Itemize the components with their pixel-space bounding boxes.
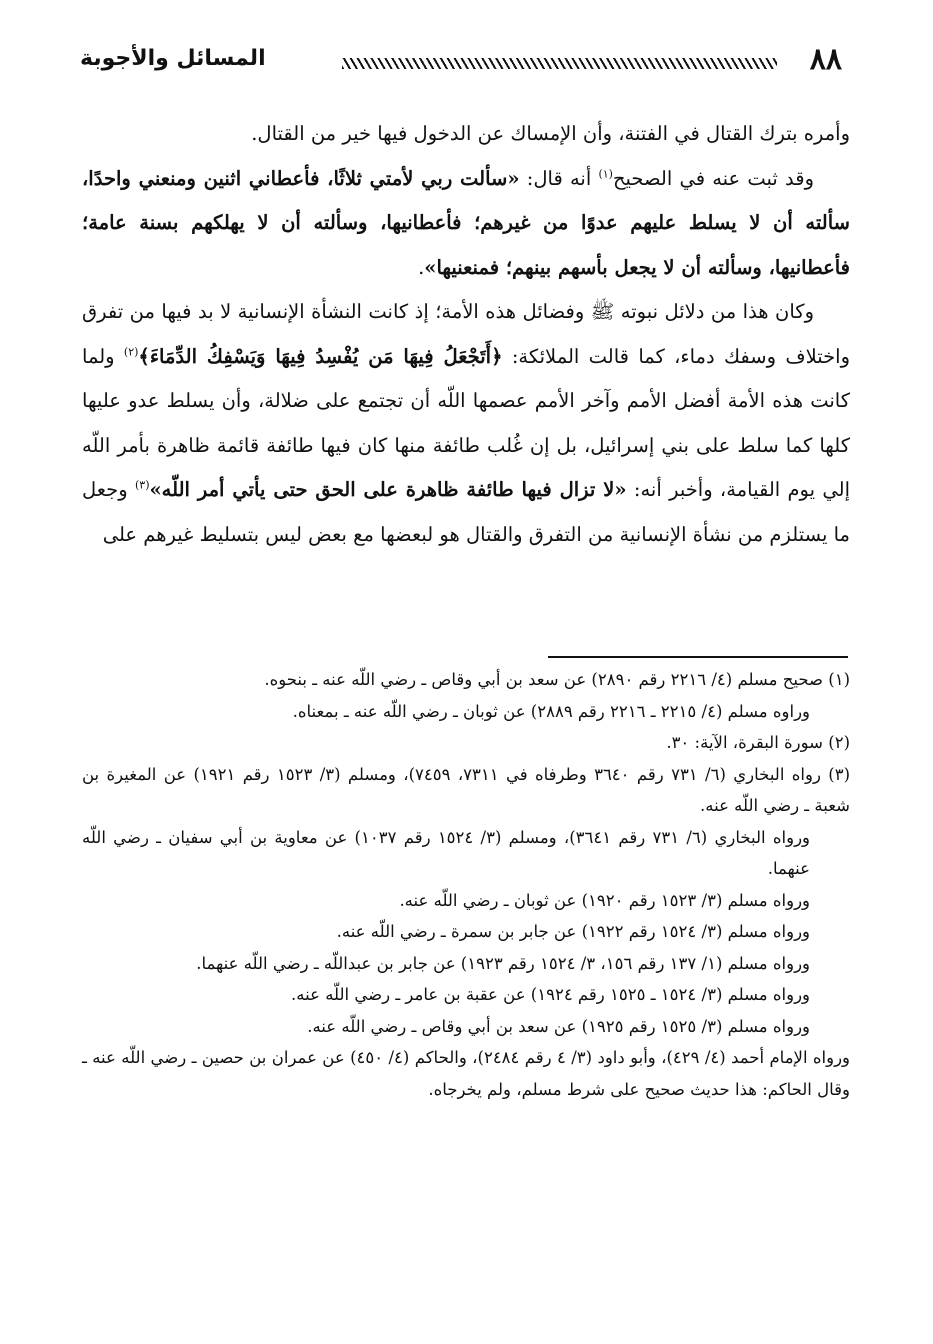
footnote-1: (١) صحيح مسلم (٤/ ٢٢١٦ رقم ٢٨٩٠) عن سعد بن أبي وقاص ـ رضي اللّه عنه ـ بنحوه. [264, 670, 850, 689]
paragraph-1: وأمره بترك القتال في الفتنة، وأن الإمساك عن الدخول فيها خير من القتال. [251, 122, 850, 145]
text-run: أنه قال: [519, 166, 599, 190]
footnote-3: (٣) رواه البخاري (٦/ ٧٣١ رقم ٣٦٤٠ وطرفاه في ٧٣١١، ٧٤٥٩)، ومسلم (٣/ ١٥٢٣ رقم ١٩٢١) عن المغيرة بن شعبة ـ رضي اللّه عنه. [82, 764, 851, 815]
footnote-line: ورواه مسلم (٣/ ١٥٢٤ ـ ١٥٢٥ رقم ١٩٢٤) عن عقبة بن عامر ـ رضي اللّه عنه. [291, 985, 810, 1004]
text-run: ولما كانت هذه الأمة أفضل الأمم وآخر الأمم عصمها اللّه أن تجتمع على ضلالة، وأن يسلط عدو عليها كلها كما سلط على بني إسرائيل، بل إن غُلب طائفة منها كان فيها طائفة قائمة ظاهرة بأمر اللّه إلي يوم القيامة، وأخبر أنه: [82, 344, 850, 501]
quran-quote: ﴿أَتَجْعَلُ فِيهَا مَن يُفْسِدُ فِيهَا وَيَسْفِكُ الدِّمَاءَ﴾ [138, 344, 503, 368]
page-header [80, 42, 850, 82]
paragraph-2 [82, 157, 850, 291]
footnote-2: (٢) سورة البقرة، الآية: ٣٠. [666, 733, 850, 752]
footnote-line: ورواه الإمام أحمد (٤/ ٤٢٩)، وأبو داود (٣/ ٤ رقم ٢٤٨٤)، والحاكم (٤/ ٤٥٠) عن عمران بن حصين ـ رضي اللّه عنه ـ وقال الحاكم: هذا حديث صحيح على شرط مسلم، ولم يخرجاه. [82, 1048, 851, 1099]
text-run: . [418, 255, 425, 279]
footnote-line: وراوه مسلم (٤/ ٢٢١٥ ـ ٢٢١٦ رقم ٢٨٨٩) عن ثوبان ـ رضي اللّه عنه ـ بمعناه. [292, 701, 810, 721]
footnote-ref-3: (٣) [134, 478, 150, 492]
hadith-quote: «لا تزال فيها طائفة ظاهرة على الحق حتى يأتي أمر اللّه» [149, 478, 627, 501]
footnote-line: ورواه مسلم (٣/ ١٥٢٣ رقم ١٩٢٠) عن ثوبان ـ رضي اللّه عنه. [399, 890, 810, 910]
footnote-line: ورواه مسلم (٣/ ١٥٢٤ رقم ١٩٢٢) عن جابر بن سمرة ـ رضي اللّه عنه. [336, 922, 810, 941]
footnotes [82, 664, 850, 1105]
footnote-line: ورواه مسلم (٣/ ١٥٢٥ رقم ١٩٢٥) عن سعد بن أبي وقاص ـ رضي اللّه عنه. [307, 1016, 810, 1036]
footnote-line: ورواه مسلم (١/ ١٣٧ رقم ١٥٦، ٣/ ١٥٢٤ رقم ١٩٢٣) عن جابر بن عبداللّه ـ رضي اللّه عنهما. [196, 953, 810, 973]
running-title: المسائل والأجوبة [80, 46, 266, 71]
page-number: ٨٨ [809, 42, 842, 77]
header-ornament [342, 58, 777, 69]
footnote-ref-1: (١) [598, 167, 613, 180]
hadith-quote: «سألت ربي لأمتي ثلاثًا، فأعطاني اثنين ومنعني واحدًا، سألته أن لا يسلط عليهم عدوًا من غيرهم؛ فأعطانيها، وسألته أن لا يهلكهم بسنة عامة؛ فأعطانيها، وسألته أن لا يجعل بأسهم بينهم؛ فمنعنيها» [82, 166, 850, 279]
text-run: وجعل ما يستلزم من نشأة الإنسانية من التفرق والقتال هو لبعضها مع بعض ليس بتسليط غيرهم على [82, 478, 850, 546]
footnote-line: ورواه البخاري (٦/ ٧٣١ رقم ٣٦٤١)، ومسلم (٣/ ١٥٢٤ رقم ١٠٣٧) عن معاوية بن أبي سفيان ـ رضي اللّه عنهما. [82, 827, 811, 878]
footnote-ref-2: (٢) [123, 345, 139, 358]
footnote-separator [548, 656, 848, 658]
text-run: وقد ثبت عنه في الصحيح [612, 166, 814, 190]
paragraph-3 [82, 290, 850, 557]
main-text [82, 112, 850, 557]
text-run: وكان هذا من دلائل نبوته ﷺ وفضائل هذه الأمة؛ إذ كانت النشأة الإنسانية لا بد فيها من تفرق واختلاف وسفك دماء، كما قالت الملائكة: [82, 300, 850, 368]
